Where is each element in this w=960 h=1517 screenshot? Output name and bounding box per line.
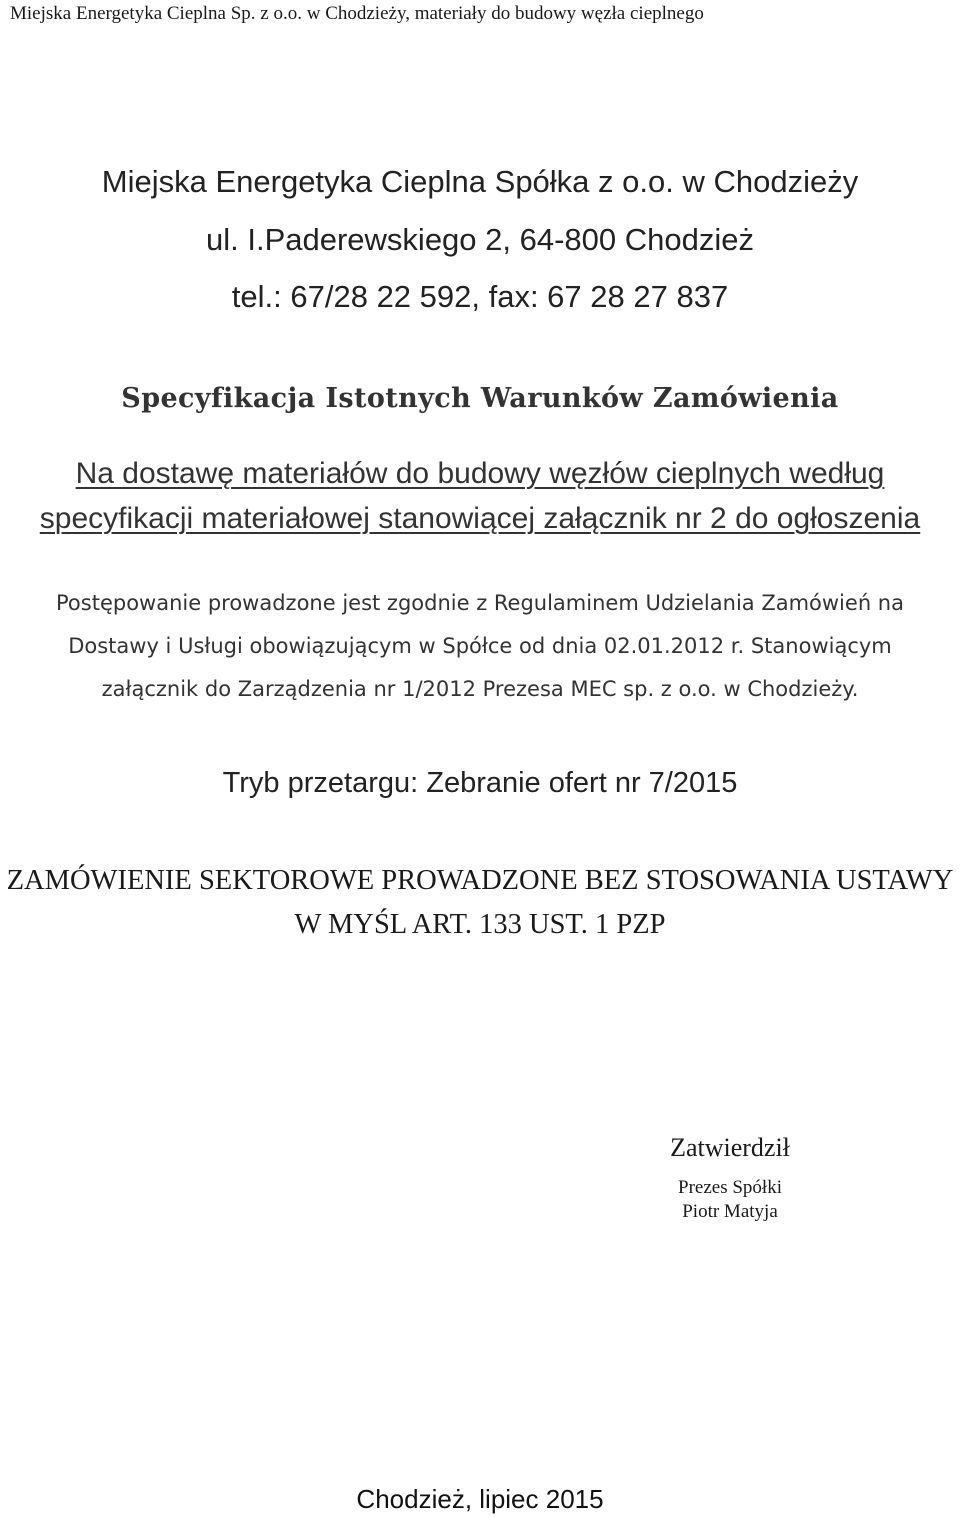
subject-line-2: specyfikacji materiałowej stanowiącej załącznik nr 2 do ogłoszenia (39, 502, 921, 535)
sector-notice-line-2: W MYŚL ART. 133 UST. 1 PZP (294, 909, 666, 940)
procedure-line-1: Postępowanie prowadzone jest zgodnie z Regulaminem Udzielania Zamówień na (56, 591, 904, 615)
approval-label: Zatwierdził (670, 1133, 790, 1162)
running-header: Miejska Energetyka Cieplna Sp. z o.o. w Chodzieży, materiały do budowy węzła cieplnego (10, 3, 704, 24)
company-contact: tel.: 67/28 22 592, fax: 67 28 27 837 (231, 279, 729, 314)
place-and-date: Chodzież, lipiec 2015 (356, 1484, 604, 1514)
approver-name: Piotr Matyja (682, 1201, 778, 1222)
tender-mode: Tryb przetargu: Zebranie ofert nr 7/2015 (222, 767, 738, 799)
procedure-line-2: Dostawy i Usługi obowiązującym w Spółce od dnia 02.01.2012 r. Stanowiącym (68, 634, 892, 658)
document-title: Specyfikacja Istotnych Warunków Zamówienia (121, 383, 839, 414)
sector-notice-line-1: ZAMÓWIENIE SEKTOROWE PROWADZONE BEZ STOSOWANIA USTAWY (6, 865, 954, 896)
company-name: Miejska Energetyka Cieplna Spółka z o.o. w Chodzieży (101, 164, 859, 199)
subject-line-1: Na dostawę materiałów do budowy węzłów cieplnych według (75, 457, 885, 490)
procedure-line-3: załącznik do Zarządzenia nr 1/2012 Prezesa MEC sp. z o.o. w Chodzieży. (101, 677, 859, 701)
approver-role: Prezes Spółki (678, 1177, 782, 1198)
company-address: ul. I.Paderewskiego 2, 64-800 Chodzież (206, 222, 754, 257)
